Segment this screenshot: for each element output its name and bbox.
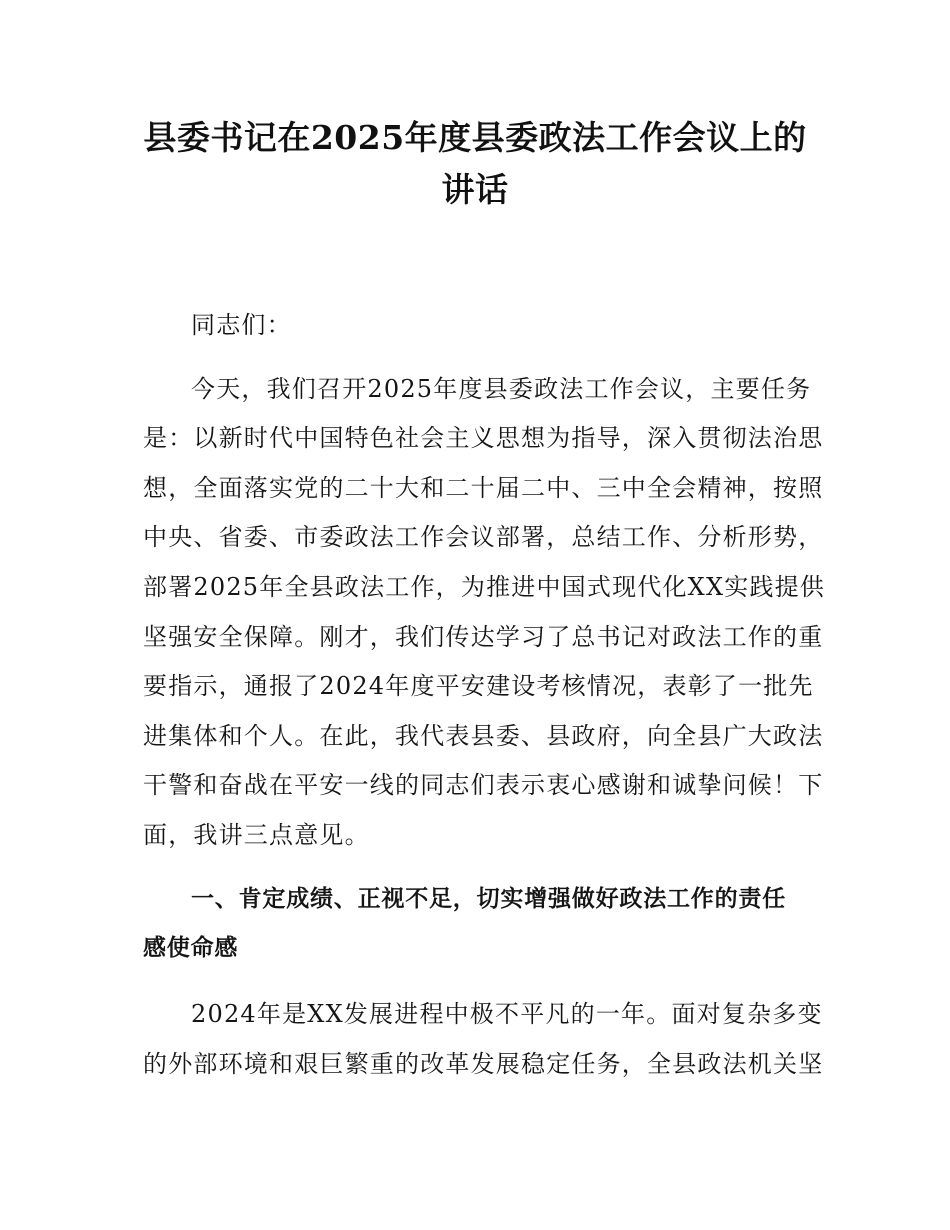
section-heading-1-line: 感使命感 [143,935,239,961]
paragraph-1-line: 部署2025年全县政法工作，为推进中国式现代化XX实践提供 [143,573,826,601]
paragraph-1-line: 是：以新时代中国特色社会主义思想为指导，深入贯彻法治思 [143,424,824,452]
paragraph-1-line: 要指示，通报了2024年度平安建设考核情况，表彰了一批先 [143,672,814,700]
paragraph-2-line: 的外部环境和艰巨繁重的改革发展稳定任务，全县政法机关坚 [143,1050,824,1078]
paragraph-1-line: 想，全面落实党的二十大和二十届二中、三中全会精神，按照 [143,474,824,502]
paragraph-1-line: 进集体和个人。在此，我代表县委、县政府，向全县广大政法 [143,722,824,750]
paragraph-2-line: 2024年是XX发展进程中极不平凡的一年。面对复杂多变 [191,1000,823,1028]
paragraph-1-line: 干警和奋战在平安一线的同志们表示衷心感谢和诚挚问候！下 [143,771,824,799]
title-line-2: 讲话 [441,170,509,209]
paragraph-1-line: 今天，我们召开2025年度县委政法工作会议，主要任务 [191,375,812,403]
paragraph-1-line: 面，我讲三点意见。 [143,821,370,849]
paragraph-1-line: 坚强安全保障。刚才，我们传达学习了总书记对政法工作的重 [143,623,824,651]
section-heading-1-line: 一、肯定成绩、正视不足，切实增强做好政法工作的责任 [191,886,786,912]
salutation: 同志们： [191,311,292,339]
document-title [110,112,840,216]
title-line-1: 县委书记在2025年度县委政法工作会议上的 [143,118,807,157]
paragraph-1-line: 中央、省委、市委政法工作会议部署，总结工作、分析形势， [143,523,824,551]
